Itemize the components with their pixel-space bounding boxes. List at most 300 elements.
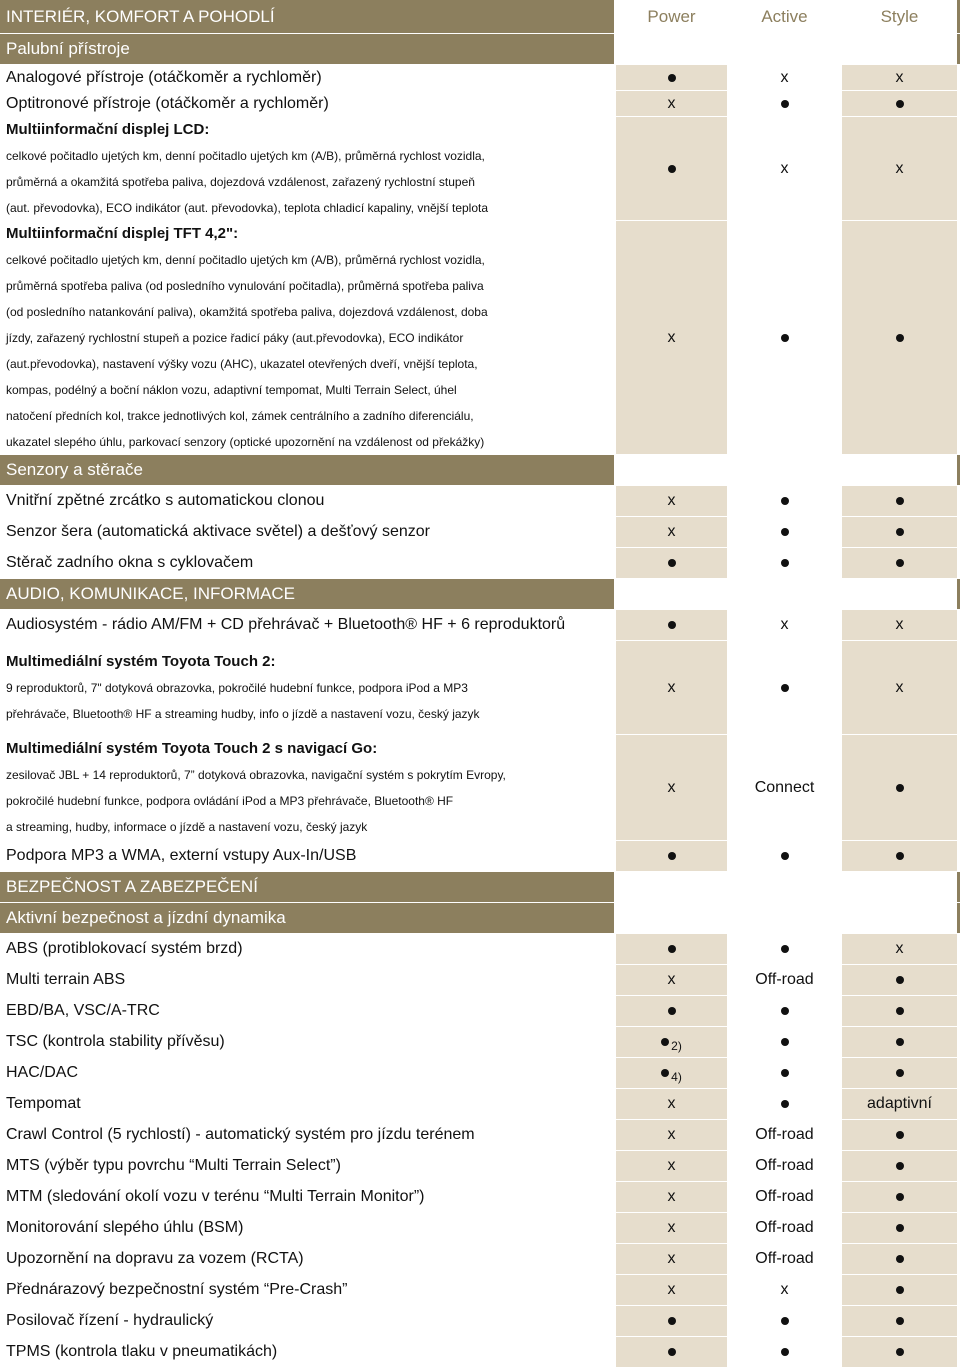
feature-text: (od posledního natankování paliva), okamžitá spotřeba paliva, dojezdová vzdálenost, doba: [6, 304, 488, 319]
dot-icon: [896, 1069, 904, 1077]
section-heading: BEZPEČNOST A ZABEZPEČENÍ: [6, 877, 258, 896]
feature-row: [0, 1182, 960, 1213]
feature-text: TSC (kontrola stability přívěsu): [6, 1033, 225, 1050]
dot-icon: [781, 684, 789, 692]
active-cell: [727, 1306, 840, 1336]
style-cell: [840, 996, 957, 1026]
active-cell: [727, 221, 840, 454]
availability-standard-icon: [896, 1162, 904, 1170]
feature-description: [0, 1120, 614, 1150]
section-header-row: [0, 872, 960, 903]
feature-row: [0, 1244, 960, 1275]
active-cell: [727, 117, 840, 220]
power-cell: [614, 91, 727, 116]
feature-description: [0, 548, 614, 578]
availability-standard-icon: [781, 684, 789, 692]
availability-standard-icon: [896, 784, 904, 792]
feature-text: Podpora MP3 a WMA, externí vstupy Aux-In/USB: [6, 847, 357, 864]
feature-text: pokročilé hudební funkce, podpora ovládání iPod a MP3 přehrávače, Bluetooth® HF: [6, 793, 454, 808]
blank-cell: [614, 579, 727, 609]
availability-option-mark: x: [667, 492, 676, 509]
availability-standard-icon: [896, 1317, 904, 1325]
feature-row: [0, 934, 960, 965]
style-cell: [840, 1089, 957, 1119]
feature-description: [0, 1027, 614, 1057]
availability-standard-icon: [896, 1255, 904, 1263]
active-cell: [727, 91, 840, 116]
section-title: INTERIÉR, KOMFORT A POHODLÍ: [6, 6, 275, 26]
dot-icon: [781, 334, 789, 342]
dot-icon: [668, 165, 676, 173]
section-header-row: [0, 579, 960, 610]
feature-text: celkové počitadlo ujetých km, denní počitadlo ujetých km (A/B), průměrná rychlost vozidla,: [6, 148, 485, 163]
section-header-row: [0, 34, 960, 65]
active-cell: [727, 65, 840, 90]
active-cell: [727, 735, 840, 840]
dot-icon: [896, 1286, 904, 1294]
feature-text: ABS (protiblokovací systém brzd): [6, 940, 243, 957]
feature-description: [0, 1275, 614, 1305]
dot-icon: [896, 1131, 904, 1139]
availability-standard-icon: [781, 559, 789, 567]
feature-row: [0, 548, 960, 579]
dot-icon: [781, 528, 789, 536]
active-cell: [727, 1027, 840, 1057]
feature-text: zesilovač JBL + 14 reproduktorů, 7” dotyková obrazovka, navigační systém s pokrytím Evropy,: [6, 767, 506, 782]
availability-text: Off-road: [755, 1219, 814, 1236]
active-cell: [727, 1120, 840, 1150]
active-cell: [727, 641, 840, 734]
feature-text: přehrávače, Bluetooth® HF a streaming hudby, info o jízdě a nastavení vozu, český jazyk: [6, 706, 480, 721]
blank-cell: [727, 455, 840, 485]
dot-icon: [781, 1348, 789, 1356]
power-cell: [614, 1182, 727, 1212]
availability-option-mark: x: [667, 1095, 676, 1112]
feature-text: ukazatel slepého úhlu, parkovací senzory (optické upozornění na vzdálenost od překážky): [6, 434, 485, 449]
availability-text: Off-road: [755, 1126, 814, 1143]
style-cell: [840, 965, 957, 995]
availability-standard-icon: [668, 1007, 676, 1015]
dot-icon: [896, 852, 904, 860]
power-cell: [614, 965, 727, 995]
feature-text: Upozornění na dopravu za vozem (RCTA): [6, 1250, 304, 1267]
dot-icon: [781, 1007, 789, 1015]
dot-icon: [896, 528, 904, 536]
section-heading: AUDIO, KOMUNIKACE, INFORMACE: [6, 584, 296, 603]
active-cell: [727, 1151, 840, 1181]
availability-standard-icon: [896, 1069, 904, 1077]
blank-cell: [614, 872, 727, 902]
availability-text: adaptivní: [867, 1095, 932, 1112]
availability-option-mark: x: [667, 94, 676, 112]
feature-description: [0, 1151, 614, 1181]
feature-description: [0, 1337, 614, 1367]
active-cell: [727, 965, 840, 995]
dot-icon: [896, 1255, 904, 1263]
dot-icon: [896, 100, 904, 108]
feature-heading: Multiinformační displej TFT 4,2":: [6, 224, 239, 242]
availability-option-mark: x: [667, 523, 676, 540]
style-cell: [840, 1027, 957, 1057]
availability-standard-icon: [896, 100, 904, 108]
feature-text: Monitorování slepého úhlu (BSM): [6, 1219, 244, 1236]
blank-cell: [840, 34, 957, 64]
feature-description: [0, 1306, 614, 1336]
availability-option-mark: x: [667, 328, 676, 346]
feature-row: [0, 486, 960, 517]
feature-text: TPMS (kontrola tlaku v pneumatikách): [6, 1343, 278, 1360]
dot-icon: [781, 559, 789, 567]
dot-icon: [896, 1224, 904, 1232]
dot-icon: [781, 1100, 789, 1108]
feature-text: Optitronové přístroje (otáčkoměr a rychloměr): [6, 94, 329, 112]
section-heading: Palubní přístroje: [6, 39, 130, 58]
feature-description: [0, 641, 614, 734]
feature-description: [0, 735, 614, 840]
style-cell: [840, 548, 957, 578]
style-cell: [840, 221, 957, 454]
style-cell: [840, 841, 957, 871]
feature-row: [0, 996, 960, 1027]
feature-text: celkové počitadlo ujetých km, denní počitadlo ujetých km (A/B), průměrná rychlost vozidla,: [6, 252, 485, 267]
feature-text: Analogové přístroje (otáčkoměr a rychloměr): [6, 68, 322, 86]
dot-icon: [668, 74, 676, 82]
feature-row: [0, 1027, 960, 1058]
power-cell: [614, 548, 727, 578]
power-cell: [614, 1306, 727, 1336]
power-cell: [614, 1120, 727, 1150]
active-cell: [727, 1089, 840, 1119]
dot-icon: [668, 559, 676, 567]
power-cell: [614, 610, 727, 640]
dot-icon: [668, 1348, 676, 1356]
availability-option-mark: x: [780, 616, 789, 633]
availability-standard-icon: [781, 100, 789, 108]
feature-description: [0, 117, 614, 220]
availability-option-mark: x: [667, 778, 676, 796]
availability-option-mark: x: [667, 678, 676, 696]
dot-icon: [661, 1069, 669, 1077]
availability-standard-icon: [668, 165, 676, 173]
availability-option-mark: x: [895, 159, 904, 177]
availability-standard-icon: [781, 497, 789, 505]
feature-description: [0, 221, 614, 454]
availability-standard-icon: [661, 1066, 682, 1084]
feature-text: jízdy, zařazený rychlostní stupeň a pozice řadicí páky (aut.převodovka), ECO indikátor: [6, 330, 464, 345]
feature-text: Stěrač zadního okna s cyklovačem: [6, 554, 254, 571]
availability-standard-icon: [668, 1317, 676, 1325]
power-cell: [614, 1089, 727, 1119]
feature-row: [0, 1213, 960, 1244]
blank-cell: [840, 579, 957, 609]
availability-standard-icon: [668, 945, 676, 953]
availability-standard-icon: [781, 1348, 789, 1356]
style-cell: [840, 65, 957, 90]
feature-description: [0, 1089, 614, 1119]
blank-cell: [840, 455, 957, 485]
feature-row: [0, 1058, 960, 1089]
feature-heading: Multimediální systém Toyota Touch 2:: [6, 652, 276, 670]
blank-cell: [840, 903, 957, 933]
style-cell: [840, 1337, 957, 1367]
feature-row: [0, 1089, 960, 1120]
dot-icon: [781, 1038, 789, 1046]
feature-description: [0, 1244, 614, 1274]
section-header-row: [0, 903, 960, 934]
feature-text: Audiosystém - rádio AM/FM + CD přehrávač + Bluetooth® HF + 6 reproduktorů: [6, 616, 566, 633]
power-cell: [614, 1337, 727, 1367]
feature-row: [0, 1337, 960, 1368]
style-cell: [840, 1120, 957, 1150]
availability-option-mark: x: [895, 68, 904, 86]
availability-standard-icon: [668, 1348, 676, 1356]
availability-option-mark: x: [667, 971, 676, 988]
availability-standard-icon: [781, 1069, 789, 1077]
power-cell: [614, 641, 727, 734]
availability-option-mark: x: [667, 1157, 676, 1174]
feature-text: a streaming, hudby, informace o jízdě a nastavení vozu, český jazyk: [6, 819, 368, 834]
power-cell: [614, 735, 727, 840]
feature-row: [0, 221, 960, 455]
availability-option-mark: x: [780, 159, 789, 177]
power-cell: [614, 934, 727, 964]
feature-description: [0, 517, 614, 547]
active-cell: [727, 934, 840, 964]
power-cell: [614, 1244, 727, 1274]
power-cell: [614, 117, 727, 220]
availability-standard-icon: [661, 1035, 682, 1053]
style-cell: [840, 1058, 957, 1088]
style-cell: [840, 934, 957, 964]
dot-icon: [896, 1007, 904, 1015]
dot-icon: [668, 945, 676, 953]
availability-option-mark: x: [895, 616, 904, 633]
feature-text: natočení předních kol, trakce jednotlivých kol, zámek centrálního a zadního diferenciálu,: [6, 408, 474, 423]
availability-option-mark: x: [895, 678, 904, 696]
style-cell: [840, 1275, 957, 1305]
power-cell: [614, 486, 727, 516]
feature-text: Senzor šera (automatická aktivace světel) a dešťový senzor: [6, 523, 430, 540]
availability-standard-icon: [896, 1131, 904, 1139]
power-cell: [614, 841, 727, 871]
feature-text: Crawl Control (5 rychlostí) - automatický systém pro jízdu terénem: [6, 1126, 475, 1143]
style-cell: [840, 1306, 957, 1336]
feature-text: EBD/BA, VSC/A-TRC: [6, 1002, 160, 1019]
availability-standard-icon: [896, 1286, 904, 1294]
availability-standard-icon: [896, 976, 904, 984]
availability-standard-icon: [896, 497, 904, 505]
availability-standard-icon: [781, 528, 789, 536]
availability-text: Connect: [754, 778, 815, 796]
feature-row: [0, 1306, 960, 1337]
feature-description: [0, 1058, 614, 1088]
dot-icon: [896, 1038, 904, 1046]
style-cell: [840, 91, 957, 116]
blank-cell: [614, 34, 727, 64]
feature-row: [0, 1120, 960, 1151]
feature-description: [0, 91, 614, 116]
availability-option-mark: x: [667, 1250, 676, 1267]
availability-standard-icon: [781, 945, 789, 953]
active-cell: [727, 1337, 840, 1367]
style-cell: [840, 735, 957, 840]
active-cell: [727, 517, 840, 547]
availability-standard-icon: [781, 1317, 789, 1325]
availability-standard-icon: [896, 334, 904, 342]
dot-icon: [781, 945, 789, 953]
availability-option-mark: x: [780, 68, 789, 86]
feature-row: [0, 735, 960, 841]
power-cell: [614, 1058, 727, 1088]
dot-icon: [896, 976, 904, 984]
availability-standard-icon: [896, 852, 904, 860]
section-heading: Senzory a stěrače: [6, 460, 144, 479]
availability-standard-icon: [896, 1348, 904, 1356]
section-header-row: [0, 455, 960, 486]
availability-option-mark: x: [780, 1281, 789, 1298]
feature-text: kompas, podélný a boční náklon vozu, adaptivní tempomat, Multi Terrain Select, úhel: [6, 382, 457, 397]
dot-icon: [668, 1317, 676, 1325]
section-heading: Aktivní bezpečnost a jízdní dynamika: [6, 908, 286, 927]
active-cell: [727, 996, 840, 1026]
blank-cell: [614, 903, 727, 933]
dot-icon: [896, 1193, 904, 1201]
feature-description: [0, 1182, 614, 1212]
feature-row: [0, 117, 960, 221]
style-cell: [840, 1182, 957, 1212]
availability-standard-icon: [668, 852, 676, 860]
blank-cell: [727, 579, 840, 609]
style-cell: [840, 641, 957, 734]
dot-icon: [781, 100, 789, 108]
feature-text: MTS (výběr typu povrchu “Multi Terrain Select”): [6, 1157, 341, 1174]
feature-description: [0, 486, 614, 516]
power-cell: [614, 517, 727, 547]
feature-row: [0, 1275, 960, 1306]
dot-icon: [896, 497, 904, 505]
feature-text: Posilovač řízení - hydraulický: [6, 1312, 214, 1329]
availability-standard-icon: [781, 1038, 789, 1046]
dot-icon: [896, 1162, 904, 1170]
feature-row: [0, 610, 960, 641]
dot-icon: [896, 559, 904, 567]
feature-row: [0, 841, 960, 872]
feature-text: HAC/DAC: [6, 1064, 79, 1081]
feature-heading: Multimediální systém Toyota Touch 2 s navigací Go:: [6, 739, 378, 757]
active-cell: [727, 1058, 840, 1088]
power-cell: [614, 1151, 727, 1181]
active-cell: [727, 486, 840, 516]
feature-description: [0, 965, 614, 995]
style-cell: [840, 486, 957, 516]
feature-heading: Multiinformační displej LCD:: [6, 120, 210, 138]
active-cell: [727, 610, 840, 640]
feature-row: [0, 65, 960, 91]
feature-description: [0, 996, 614, 1026]
feature-text: Multi terrain ABS: [6, 971, 126, 988]
availability-standard-icon: [781, 334, 789, 342]
feature-description: [0, 1213, 614, 1243]
blank-cell: [840, 872, 957, 902]
col-style: Style: [840, 0, 957, 33]
availability-text: Off-road: [755, 1250, 814, 1267]
dot-icon: [896, 334, 904, 342]
footnote-ref: 2): [671, 1039, 682, 1053]
style-cell: [840, 1244, 957, 1274]
blank-cell: [727, 34, 840, 64]
availability-standard-icon: [896, 1224, 904, 1232]
power-cell: [614, 65, 727, 90]
power-cell: [614, 1027, 727, 1057]
feature-text: 9 reproduktorů, 7" dotyková obrazovka, pokročilé hudební funkce, podpora iPod a MP3: [6, 680, 468, 695]
dot-icon: [896, 784, 904, 792]
availability-text: Off-road: [755, 1157, 814, 1174]
feature-text: Přednárazový bezpečnostní systém “Pre-Crash”: [6, 1281, 348, 1298]
dot-icon: [781, 1069, 789, 1077]
feature-row: [0, 641, 960, 735]
feature-description: [0, 610, 614, 640]
col-active: Active: [727, 0, 840, 33]
availability-option-mark: x: [667, 1281, 676, 1298]
style-cell: [840, 517, 957, 547]
dot-icon: [781, 1317, 789, 1325]
availability-standard-icon: [668, 621, 676, 629]
blank-cell: [614, 455, 727, 485]
power-cell: [614, 221, 727, 454]
active-cell: [727, 1182, 840, 1212]
dot-icon: [668, 621, 676, 629]
dot-icon: [781, 852, 789, 860]
availability-standard-icon: [896, 528, 904, 536]
dot-icon: [668, 1007, 676, 1015]
dot-icon: [896, 1348, 904, 1356]
feature-text: průměrná spotřeba paliva (od posledního vynulování počitadla), průměrná spotřeba paliva: [6, 278, 484, 293]
dot-icon: [896, 1317, 904, 1325]
availability-option-mark: x: [667, 1126, 676, 1143]
active-cell: [727, 1244, 840, 1274]
availability-standard-icon: [896, 559, 904, 567]
availability-standard-icon: [896, 1193, 904, 1201]
power-cell: [614, 1275, 727, 1305]
availability-text: Off-road: [755, 971, 814, 988]
feature-description: [0, 841, 614, 871]
feature-text: MTM (sledování okolí vozu v terénu “Multi Terrain Monitor”): [6, 1188, 425, 1205]
feature-row: [0, 965, 960, 996]
dot-icon: [781, 497, 789, 505]
power-cell: [614, 1213, 727, 1243]
availability-option-mark: x: [667, 1188, 676, 1205]
active-cell: [727, 1275, 840, 1305]
feature-description: [0, 65, 614, 90]
style-cell: [840, 1213, 957, 1243]
availability-standard-icon: [668, 74, 676, 82]
style-cell: [840, 1151, 957, 1181]
availability-standard-icon: [781, 1100, 789, 1108]
feature-description: [0, 934, 614, 964]
feature-text: (aut. převodovka), ECO indikátor (aut. převodovka), teplota chladicí kapaliny, vnější teplota: [6, 200, 489, 215]
feature-text: Vnitřní zpětné zrcátko s automatickou clonou: [6, 492, 325, 509]
availability-standard-icon: [668, 559, 676, 567]
feature-text: Tempomat: [6, 1095, 81, 1112]
feature-text: (aut.převodovka), nastavení výšky vozu (AHC), ukazatel otevřených dveří, vnější teplota,: [6, 356, 478, 371]
feature-row: [0, 1151, 960, 1182]
col-power: Power: [614, 0, 727, 33]
power-cell: [614, 996, 727, 1026]
availability-text: Off-road: [755, 1188, 814, 1205]
style-cell: [840, 117, 957, 220]
dot-icon: [661, 1038, 669, 1046]
availability-standard-icon: [781, 852, 789, 860]
